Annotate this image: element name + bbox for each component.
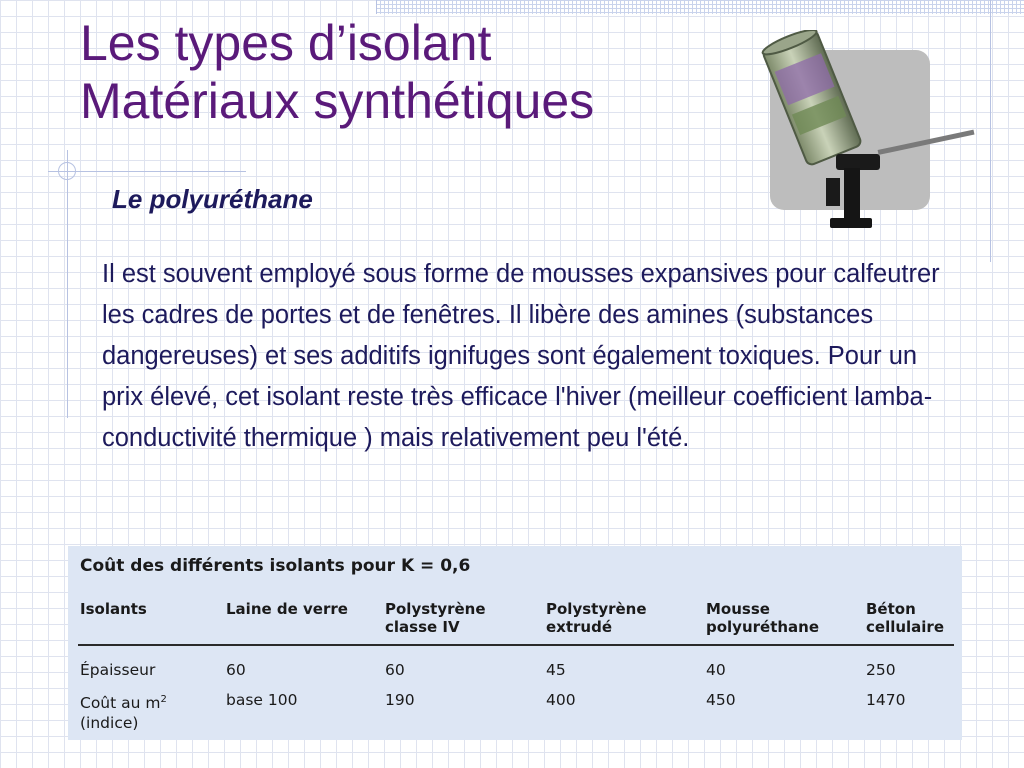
- table-cell: 45: [546, 661, 566, 679]
- decorative-grid-band: [376, 0, 1024, 14]
- title-line-1: Les types d’isolant: [80, 15, 492, 71]
- decorative-circle: [58, 162, 76, 180]
- row-label-superscript: 2: [160, 694, 167, 705]
- cost-table: [68, 546, 962, 740]
- table-cell: 250: [866, 661, 896, 679]
- row-label: Épaisseur: [80, 661, 156, 679]
- decorative-line: [376, 0, 377, 14]
- table-cell: 400: [546, 691, 576, 709]
- decorative-line: [990, 0, 991, 262]
- foam-spray-can-icon: [750, 30, 976, 232]
- column-header: Isolants: [80, 600, 147, 618]
- row-label-text: Coût au m: [80, 694, 161, 713]
- column-header: Laine de verre: [226, 600, 348, 618]
- table-title: Coût des différents isolants pour K = 0,6: [80, 556, 471, 576]
- column-header: Mousse polyuréthane: [706, 600, 820, 636]
- page-title: [80, 14, 594, 130]
- header-rule: [78, 644, 954, 646]
- table-cell: 60: [385, 661, 405, 679]
- body-paragraph: Il est souvent employé sous forme de mousses expansives pour calfeutrer les cadres de portes et de fenêtres. Il libère des amines (substances dangereuses) et ses additifs ignifuges sont également toxiques. Pour un prix élevé, cet isolant reste très efficace l'hiver (meilleur coefficient lamba-conductivité thermique ) mais relativement peu l'été.: [102, 260, 940, 452]
- table-cell: 40: [706, 661, 726, 679]
- table-cell: 190: [385, 691, 415, 709]
- decorative-line: [48, 171, 246, 172]
- table-cell: base 100: [226, 691, 298, 709]
- column-header: Béton cellulaire: [866, 600, 945, 636]
- row-label: [80, 690, 167, 733]
- table-cell: 1470: [866, 691, 906, 709]
- title-line-2: Matériaux synthétiques: [80, 73, 595, 129]
- decorative-line: [67, 150, 68, 418]
- table-cell: 450: [706, 691, 736, 709]
- column-header: Polystyrène extrudé: [546, 600, 647, 636]
- column-header: Polystyrène classe IV: [385, 600, 486, 636]
- row-label-suffix: (indice): [80, 714, 139, 733]
- section-subtitle: Le polyuréthane: [112, 184, 313, 214]
- table-cell: 60: [226, 661, 246, 679]
